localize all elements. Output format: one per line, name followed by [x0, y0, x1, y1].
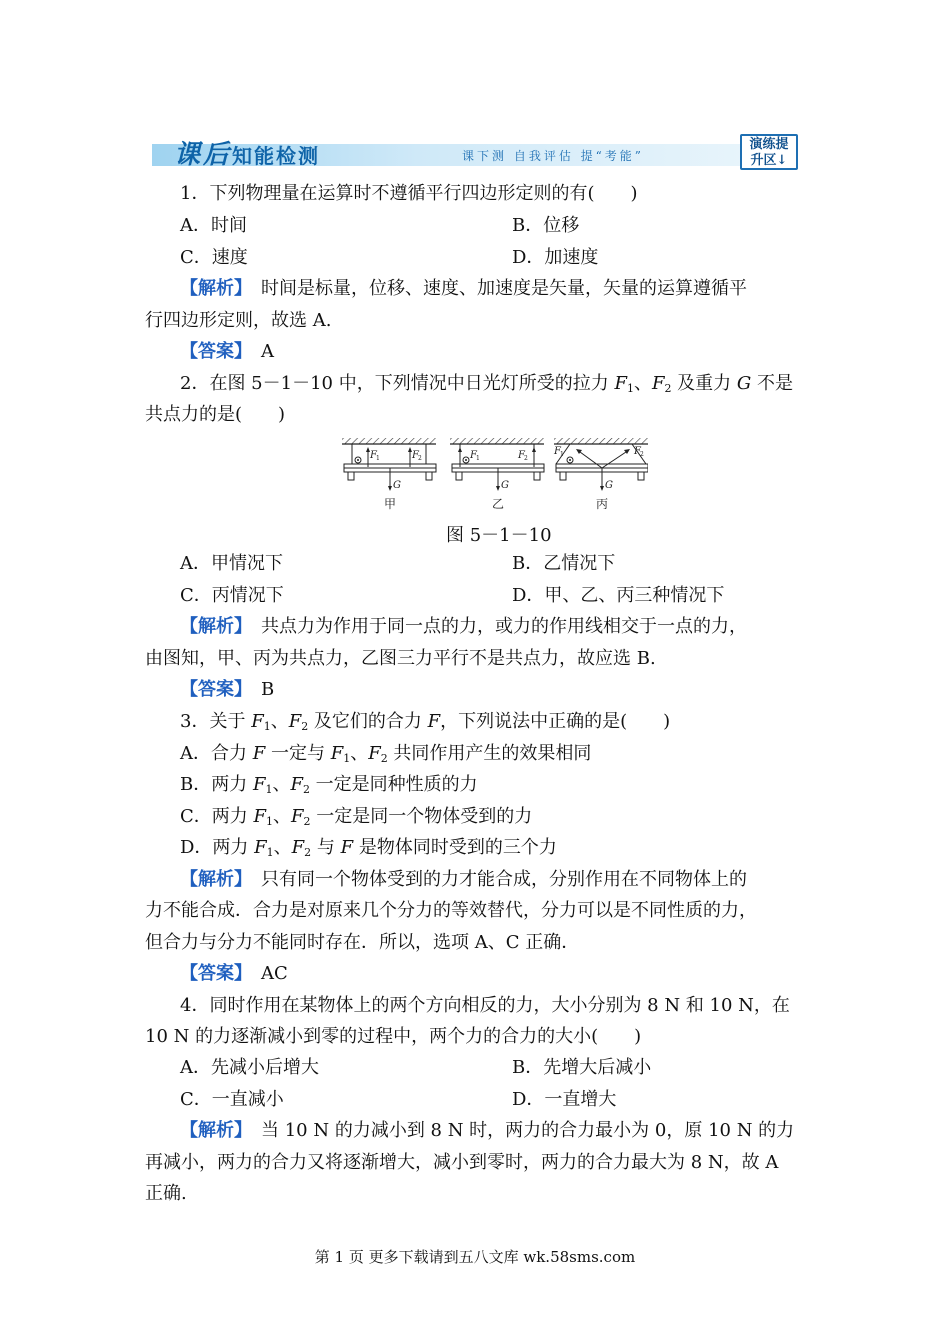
q4-option-b: B．先增大后减小 — [512, 1057, 652, 1078]
q2-option-d: D．甲、乙、丙三种情况下 — [512, 585, 725, 606]
q1-answer: 【答案】 A — [180, 341, 274, 362]
banner-subtitle: 课下测 自我评估 提“考能” — [462, 149, 644, 163]
panel-bing — [553, 438, 648, 511]
q4-stem-line2: 10 N 的力逐渐减小到零的过程中，两个力的合力的大小( ) — [145, 1026, 642, 1047]
q3-answer: 【答案】 AC — [180, 963, 288, 984]
explanation-tag: 【解析】 — [180, 1120, 243, 1141]
q1-option-d: D．加速度 — [512, 247, 599, 268]
q4-stem-line1: 4．同时作用在某物体上的两个方向相反的力，大小分别为 8 N 和 10 N，在 — [180, 995, 790, 1016]
answer-tag: 【答案】 — [180, 679, 243, 700]
q2-stem-line1: 2．在图 5－1－10 中，下列情况中日光灯所受的拉力 $F_1$、$F_2$ 及重力 G 不是 — [180, 373, 794, 395]
q1-option-a: A．时间 — [180, 215, 247, 236]
q1-option-b: B．位移 — [512, 215, 580, 236]
q4-option-d: D．一直增大 — [512, 1089, 617, 1110]
svg-text:1: 1 — [376, 455, 380, 462]
q2-option-a: A．甲情况下 — [180, 553, 283, 574]
svg-text:F: F — [470, 450, 477, 461]
page-footer: 第 1 页 更多下载请到五八文库 wk.58sms.com — [314, 1248, 636, 1266]
svg-text:F: F — [412, 450, 419, 461]
q1-explanation-line2: 行四边形定则，故选 A. — [145, 310, 332, 331]
svg-text:2: 2 — [524, 455, 528, 462]
q4-explanation-line1: 【解析】 当 10 N 的力减小到 8 N 时，两力的合力最小为 0，原 10 N 的力 — [180, 1120, 795, 1141]
q3-explanation-line2: 力不能合成．合力是对原来几个分力的等效替代，分力可以是不同性质的力， — [145, 900, 757, 921]
svg-text:G: G — [501, 480, 509, 491]
svg-text:F: F — [518, 450, 525, 461]
q3-option-b: B．两力 $F_1$、$F_2$ 一定是同种性质的力 — [180, 774, 478, 796]
panel-label: 甲 — [384, 497, 397, 511]
svg-text:F: F — [634, 446, 641, 457]
fluorescent-lamp-figure — [338, 436, 648, 514]
q1-option-c: C．速度 — [180, 247, 248, 268]
panel-label: 乙 — [492, 497, 505, 511]
q3-stem: 3．关于 $F_1$、$F_2$ 及它们的合力 F，下列说法中正确的是( ) — [180, 711, 671, 733]
q3-explanation-line1: 【解析】 只有同一个物体受到的力才能合成，分别作用在不同物体上的 — [180, 869, 747, 890]
q4-option-c: C．一直减小 — [180, 1089, 284, 1110]
svg-text:1: 1 — [560, 451, 564, 458]
q1-stem: 1．下列物理量在运算时不遵循平行四边形定则的有( ) — [180, 183, 638, 204]
q2-answer: 【答案】 B — [180, 679, 275, 700]
q4-explanation-line3: 正确. — [145, 1183, 187, 1204]
q1-explanation-line1: 【解析】 时间是标量，位移、速度、加速度是矢量，矢量的运算遵循平 — [180, 278, 747, 299]
q2-stem-line2: 共点力的是( ) — [145, 404, 286, 425]
figure-caption: 图 5－1－10 — [446, 525, 552, 546]
svg-text:2: 2 — [640, 451, 644, 458]
section-banner — [152, 134, 802, 172]
q2-explanation-line2: 由图知，甲、丙为共点力，乙图三力平行不是共点力，故应选 B. — [145, 648, 656, 669]
explanation-tag: 【解析】 — [180, 278, 243, 299]
svg-text:G: G — [605, 480, 613, 491]
banner-title: 课后知能检测 — [174, 140, 321, 170]
panel-yi — [450, 438, 544, 511]
panel-label: 丙 — [596, 497, 609, 511]
q3-option-d: D．两力 $F_1$、$F_2$ 与 F 是物体同时受到的三个力 — [180, 837, 557, 859]
panel-jia — [342, 438, 436, 511]
q3-option-c: C．两力 $F_1$、$F_2$ 一定是同一个物体受到的力 — [180, 806, 533, 828]
svg-text:F: F — [554, 446, 561, 457]
explanation-tag: 【解析】 — [180, 616, 243, 637]
svg-text:F: F — [370, 450, 377, 461]
svg-text:G: G — [393, 480, 401, 491]
q2-option-c: C．丙情况下 — [180, 585, 284, 606]
answer-tag: 【答案】 — [180, 963, 243, 984]
q3-explanation-line3: 但合力与分力不能同时存在．所以，选项 A、C 正确． — [145, 932, 580, 953]
answer-tag: 【答案】 — [180, 341, 243, 362]
q3-option-a: A．合力 F 一定与 $F_1$、$F_2$ 共同作用产生的效果相同 — [180, 743, 592, 765]
svg-text:2: 2 — [418, 455, 422, 462]
q2-option-b: B．乙情况下 — [512, 553, 616, 574]
q4-option-a: A．先减小后增大 — [180, 1057, 319, 1078]
explanation-tag: 【解析】 — [180, 869, 243, 890]
q2-explanation-line1: 【解析】 共点力为作用于同一点的力，或力的作用线相交于一点的力， — [180, 616, 747, 637]
q4-explanation-line2: 再减小，两力的合力又将逐渐增大，减小到零时，两力的合力最大为 8 N，故 A — [145, 1152, 779, 1173]
svg-text:1: 1 — [476, 455, 480, 462]
practice-zone-badge: 演练提 升区↓ — [740, 134, 798, 170]
